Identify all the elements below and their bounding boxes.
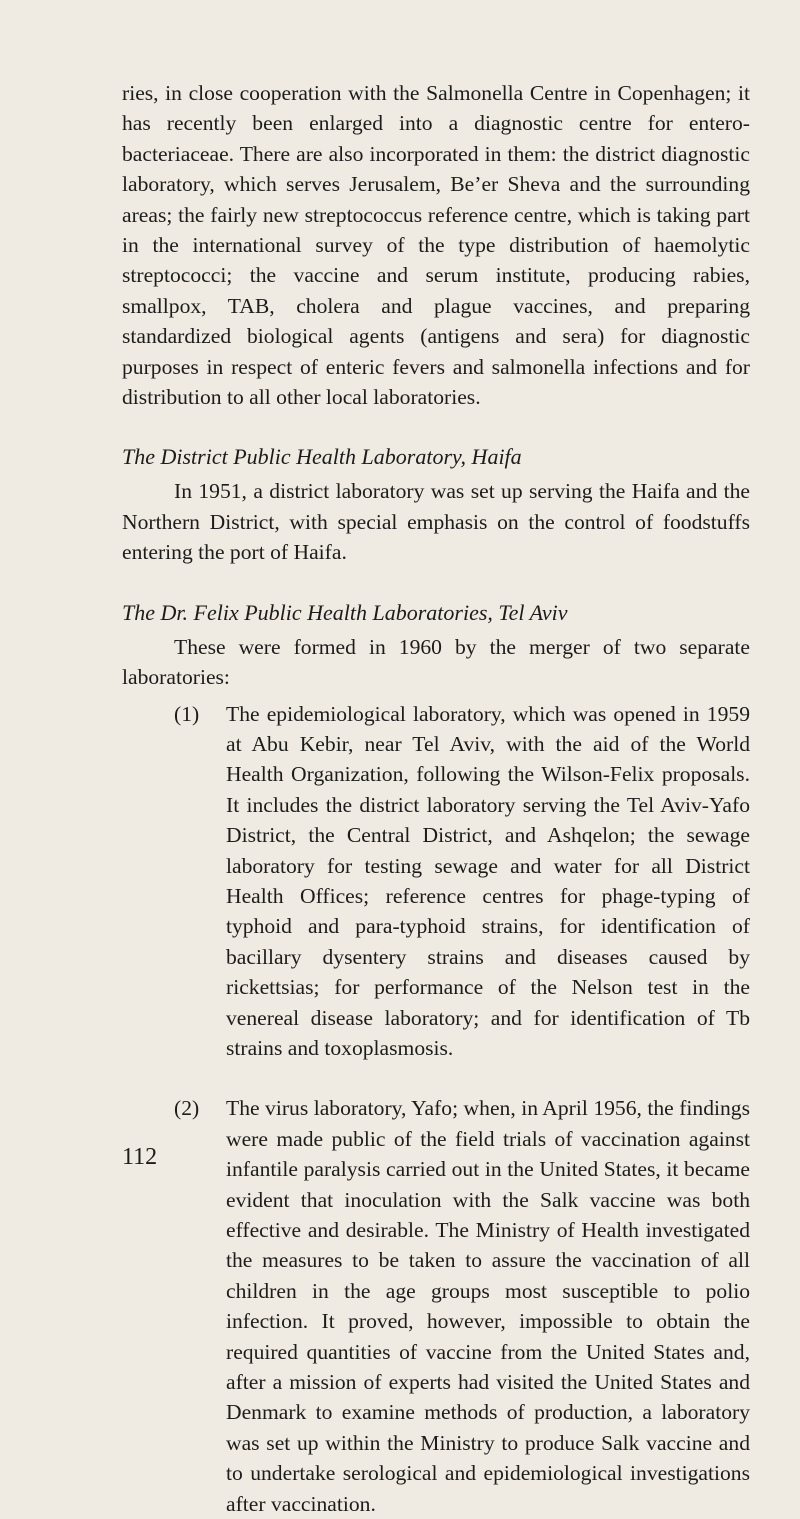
page-number: 112 [122,1144,158,1170]
item-number: (2) [174,1096,200,1121]
section-haifa-laboratory [122,442,750,567]
item-text: The virus laboratory, Yafo; when, in April 1956, the findings were made public of the field trials of vaccination against infantile paralysis carried out in the United States, it became evident that inoculation with the Salk vaccine was both effective and desirable. The Ministry of Health investigated the measures to be taken to assure the vaccination of all children in the age groups most susceptible to polio infection. It proved, however, impossible to obtain the required quantities of vaccine from the United States and, after a mission of experts had visited the United States and Denmark to examine methods of production, a laboratory was set up within the Ministry to produce Salk vaccine and to undertake serological and epidemiological investigations after vaccination. [226,1096,750,1516]
section-paragraph-felix: These were formed in 1960 by the merger of two separate laboratories: [122,634,750,690]
numbered-item-1 [122,699,750,1064]
intro-paragraph: ries, in close cooperation with the Salmonella Centre in Copenhagen; it has recently been enlarged into a diagnostic centre for entero-bacteriaceae. There are also incorporated in them: the district diagnostic laboratory, which serves Jerusalem, Be’er Sheva and the surrounding areas; the fairly new streptococcus reference centre, which is taking part in the international survey of the type distribution of haemolytic streptococci; the vaccine and serum institute, producing rabies, smallpox, TAB, cholera and plague vaccines, and preparing standardized biological agents (antigens and sera) for diagnostic purposes in respect of enteric fevers and salmonella infections and for distribution to all other local laboratories. [122,81,750,410]
section-felix-laboratories [122,598,750,1519]
section-paragraph-haifa: In 1951, a district laboratory was set up serving the Haifa and the Northern District, with special emphasis on the control of foodstuffs entering the port of Haifa. [122,479,750,565]
item-text: The epidemiological laboratory, which was opened in 1959 at Abu Kebir, near Tel Aviv, with the aid of the World Health Organization, following the Wilson-Felix proposals. It includes the district laboratory serving the Tel Aviv-Yafo District, the Central District, and Ashqelon; the sewage laboratory for testing sewage and water for all District Health Offices; reference centres for phage-typing of typhoid and para-typhoid strains, for identification of bacillary dysentery strains and diseases caused by rickettsias; for performance of the Nelson test in the venereal disease laboratory; and for identification of Tb strains and toxoplasmosis. [226,701,750,1060]
numbered-item-2 [122,1093,750,1519]
item-number: (1) [174,701,200,726]
section-heading-felix: The Dr. Felix Public Health Laboratories, Tel Aviv [122,599,568,625]
section-heading-haifa: The District Public Health Laboratory, Haifa [122,444,522,470]
